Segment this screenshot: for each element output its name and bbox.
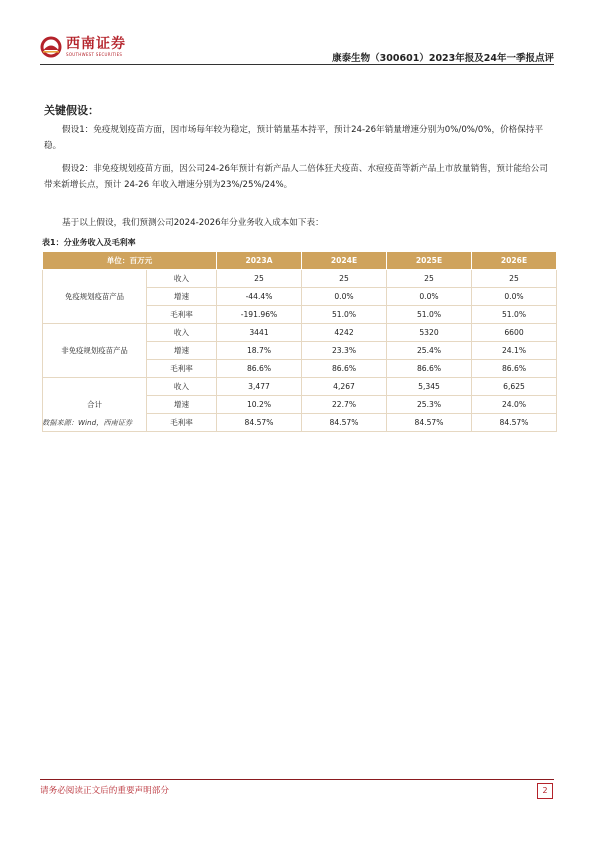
metric-label: 毛利率 — [147, 360, 217, 378]
logo-chinese-name: 西南证券 — [66, 36, 126, 52]
table-cell: 51.0% — [387, 306, 472, 324]
year-header: 2026E — [472, 252, 557, 270]
assumption-paragraph-2: 假设2：非免疫规划疫苗方面，因公司24-26年预计有新产品人二倍体狂犬疫苗、水痘疫苗等新产品上市放量销售，预计能给公司带来新增长点，预计 24-26 年收入增速分别为23%/25%/24%。 — [44, 164, 548, 190]
unit-header: 单位：百万元 — [43, 252, 217, 270]
table-cell: 3441 — [217, 324, 302, 342]
table-cell: 86.6% — [472, 360, 557, 378]
metric-label: 增速 — [147, 342, 217, 360]
table-row — [43, 324, 557, 342]
table-cell: 24.1% — [472, 342, 557, 360]
footer-disclaimer: 请务必阅读正文后的重要声明部分 — [40, 786, 169, 796]
table-cell: 4242 — [302, 324, 387, 342]
table-cell: 5,345 — [387, 378, 472, 396]
table-cell: 84.57% — [302, 414, 387, 432]
company-logo — [40, 36, 126, 58]
metric-label: 毛利率 — [147, 306, 217, 324]
year-header: 2024E — [302, 252, 387, 270]
table-cell: 25 — [217, 270, 302, 288]
table-cell: 25 — [302, 270, 387, 288]
table-row — [43, 270, 557, 288]
table-cell: 3,477 — [217, 378, 302, 396]
table-cell: 23.3% — [302, 342, 387, 360]
table-cell: -191.96% — [217, 306, 302, 324]
page-number: 2 — [537, 783, 553, 799]
table-cell: 24.0% — [472, 396, 557, 414]
table-cell: 86.6% — [217, 360, 302, 378]
table-cell: 25 — [387, 270, 472, 288]
table-cell: 86.6% — [387, 360, 472, 378]
year-header: 2023A — [217, 252, 302, 270]
table-cell: 10.2% — [217, 396, 302, 414]
metric-label: 收入 — [147, 324, 217, 342]
year-header: 2025E — [387, 252, 472, 270]
metric-label: 收入 — [147, 270, 217, 288]
table-cell: 22.7% — [302, 396, 387, 414]
header-divider — [40, 64, 554, 65]
metric-label: 收入 — [147, 378, 217, 396]
table-cell: 84.57% — [387, 414, 472, 432]
data-source-note: 数据来源：Wind，西南证券 — [42, 418, 133, 427]
table-row — [43, 378, 557, 396]
table-cell: 51.0% — [472, 306, 557, 324]
table-cell: 6600 — [472, 324, 557, 342]
table-cell: 4,267 — [302, 378, 387, 396]
section-heading: 关键假设： — [44, 104, 99, 117]
forecast-intro-paragraph: 基于以上假设，我们预测公司2024-2026年分业务收入成本如下表： — [62, 218, 324, 228]
metric-label: 增速 — [147, 288, 217, 306]
table-cell: 0.0% — [387, 288, 472, 306]
report-title: 康泰生物（300601）2023年报及24年一季报点评 — [332, 53, 554, 64]
segment-name: 非免疫规划疫苗产品 — [43, 324, 147, 378]
table-cell: 25.4% — [387, 342, 472, 360]
assumption-paragraph-1: 假设1：免疫规划疫苗方面，因市场每年较为稳定，预计销量基本持平，预计24-26年销量增速分别为0%/0%/0%，价格保持平稳。 — [44, 125, 544, 151]
table-cell: 0.0% — [302, 288, 387, 306]
footer-divider — [40, 779, 554, 780]
segment-name: 合计 — [43, 378, 147, 432]
table-cell: 25.3% — [387, 396, 472, 414]
revenue-margin-table — [42, 251, 557, 432]
table-caption: 表1：分业务收入及毛利率 — [42, 238, 136, 247]
table-cell: 86.6% — [302, 360, 387, 378]
table-cell: 0.0% — [472, 288, 557, 306]
table-cell: 5320 — [387, 324, 472, 342]
table-cell: 84.57% — [472, 414, 557, 432]
table-cell: -44.4% — [217, 288, 302, 306]
segment-name: 免疫规划疫苗产品 — [43, 270, 147, 324]
table-header-row — [43, 252, 557, 270]
logo-english-name: SOUTHWEST SECURITIES — [66, 52, 123, 57]
table-cell: 18.7% — [217, 342, 302, 360]
table-cell: 84.57% — [217, 414, 302, 432]
table-cell: 51.0% — [302, 306, 387, 324]
metric-label: 毛利率 — [147, 414, 217, 432]
table-cell: 25 — [472, 270, 557, 288]
southwest-securities-logo-icon — [40, 36, 62, 58]
metric-label: 增速 — [147, 396, 217, 414]
table-cell: 6,625 — [472, 378, 557, 396]
